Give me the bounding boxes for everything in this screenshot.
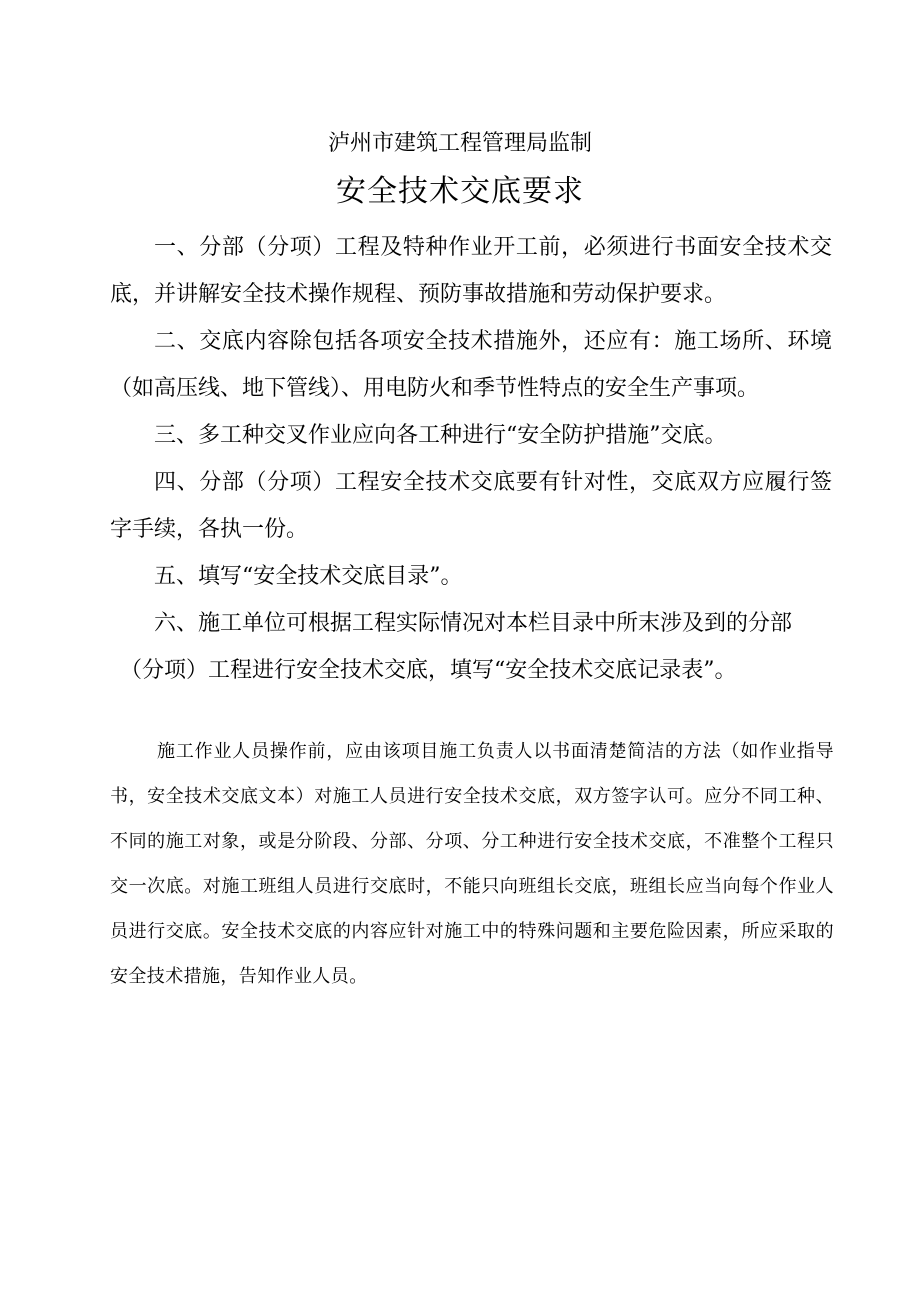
requirement-item-continuation: （分项）工程进行安全技术交底，填写“安全技术交底记录表”。	[120, 658, 737, 683]
requirement-item: 二、交底内容除包括各项安全技术措施外，还应有：施工场所、环境（如高压线、地下管线）、用电防火和季节性特点的安全生产事项。	[110, 329, 832, 401]
requirement-item: 五、填写“安全技术交底目录”。	[154, 564, 463, 589]
requirement-item: 三、多工种交叉作业应向各工种进行“安全防护措施”交底。	[154, 423, 727, 448]
explanatory-note: 施工作业人员操作前，应由该项目施工负责人以书面清楚简洁的方法（如作业指导书，安全技术交底文本）对施工人员进行安全技术交底，双方签字认可。应分不同工种、不同的施工对象，或是分阶段、分部、分项、分工种进行安全技术交底，不准整个工程只交一次底。对施工班组人员进行交底时，不能只向班组长交底，班组长应当向每个作业人员进行交底。安全技术交底的内容应针对施工中的特殊问题和主要危险因素，所应采取的安全技术措施，告知作业人员。	[110, 741, 834, 987]
page-title: 安全技术交底要求	[336, 174, 584, 209]
requirement-item: 四、分部（分项）工程安全技术交底要有针对性，交底双方应履行签字手续，各执一份。	[110, 470, 832, 542]
requirement-item: 一、分部（分项）工程及特种作业开工前，必须进行书面安全技术交底，并讲解安全技术操作规程、预防事故措施和劳动保护要求。	[110, 235, 832, 307]
issuing-authority: 泸州市建筑工程管理局监制	[327, 131, 592, 156]
requirements-list	[110, 224, 832, 694]
requirement-item: 六、施工单位可根据工程实际情况对本栏目录中所末涉及到的分部	[154, 611, 793, 636]
